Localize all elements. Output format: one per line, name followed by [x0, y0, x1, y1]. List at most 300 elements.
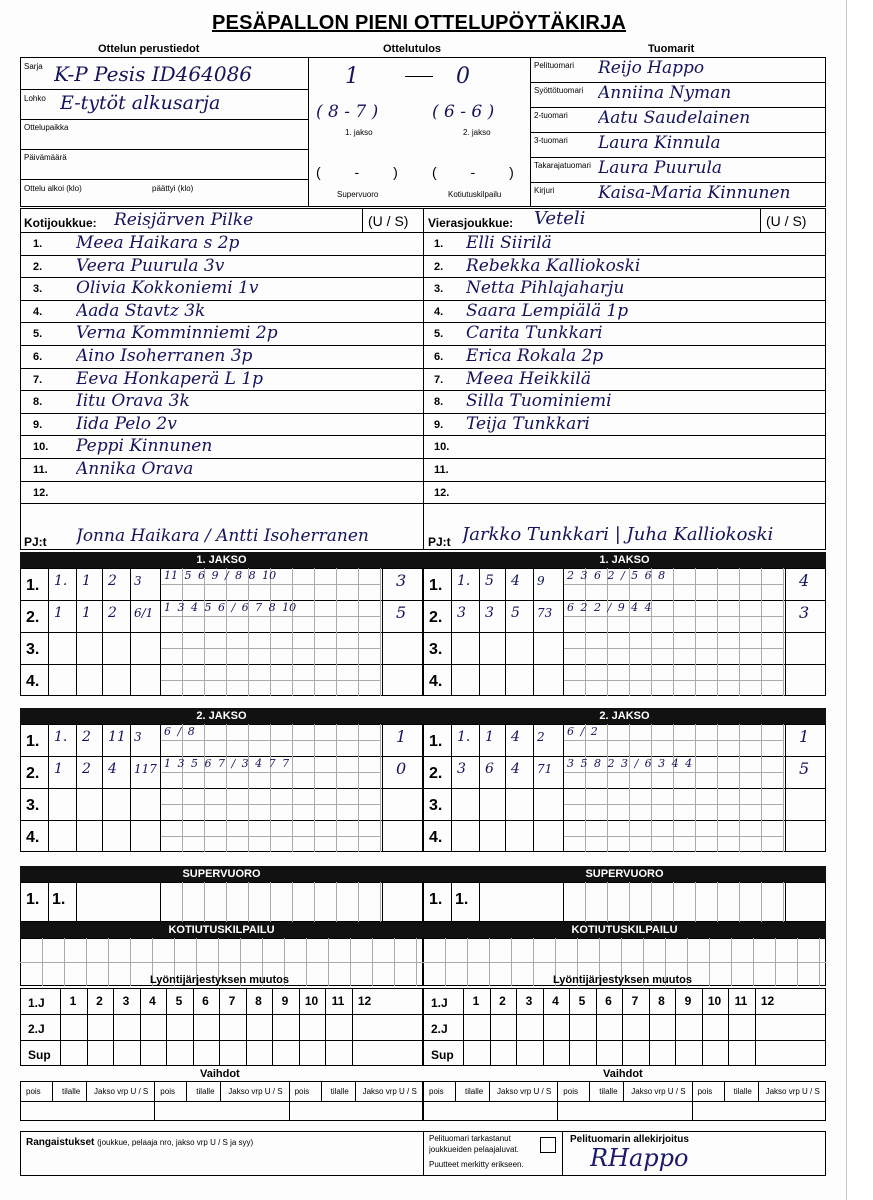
official-role: Pelituomari [534, 61, 575, 70]
grid-subcol [695, 882, 696, 922]
cell-e: 2 3 6 2 / 5 6 8 [567, 569, 666, 582]
grid-subcol [204, 724, 205, 852]
grid-subcol [761, 568, 762, 696]
away-player-number: 1. [434, 238, 444, 250]
away-player-number: 7. [434, 373, 444, 386]
away-player-name: Rebekka Kalliokoski [466, 255, 641, 276]
check-box[interactable] [540, 1137, 556, 1153]
home-player-name: Meea Haikara s 2p [76, 233, 240, 253]
cell-e: 6 2 2 / 9 4 4 [567, 601, 652, 614]
grid-col [76, 882, 77, 922]
grid-subcol [673, 724, 674, 852]
lm-row [20, 1014, 423, 1015]
grid-row-line [423, 820, 826, 821]
grid-row-line [20, 724, 423, 725]
lm-number: 3 [525, 994, 533, 1008]
cell-d: 3 [134, 574, 142, 588]
official-role: Takarajatuomari [534, 161, 591, 170]
grid-subcol [467, 938, 468, 986]
cell-d: 6/1 [134, 606, 154, 620]
grid-col [48, 568, 49, 696]
cell-a: 1. [54, 573, 68, 589]
inning-label: 4. [429, 673, 443, 690]
lm-number: 8 [658, 994, 665, 1008]
cell-c: 11 [108, 729, 126, 745]
kotiutus-header: KOTIUTUSKILPAILU [423, 922, 826, 938]
grid-subcol [336, 724, 337, 852]
grid-col [563, 724, 564, 852]
cell-b: 1 [485, 729, 494, 745]
grid-subcol [416, 938, 417, 986]
grid-subcol [673, 568, 674, 696]
vaihdot-col [489, 1081, 490, 1101]
lm-number: 3 [122, 994, 130, 1008]
home-player-name: Iitu Orava 3k [76, 391, 190, 412]
vaihdot-col-label: tilalle [733, 1087, 752, 1096]
vaihdot-col [186, 1081, 187, 1101]
inning-score: 4 [799, 571, 810, 590]
official-name: Reijo Happo [598, 58, 705, 78]
lm-number: 12 [357, 994, 372, 1008]
home-player-number: 10. [33, 441, 49, 454]
ottelupaikka-label: Ottelupaikka [24, 123, 69, 132]
inning-label: 2. [429, 609, 443, 626]
jakso-header: 1. JAKSO [423, 552, 826, 568]
grid-col [479, 724, 480, 852]
lm-number: 7 [228, 994, 236, 1008]
cell-d: 71 [537, 762, 553, 776]
home-team-name: Reisjärven Pilke [114, 210, 254, 230]
grid-subcol [695, 724, 696, 852]
lm-row-label: 1.J [431, 996, 448, 1010]
grid-subcol [248, 568, 249, 696]
inning-label: 2. [429, 765, 443, 782]
lm-number: 12 [760, 994, 775, 1008]
grid-subcol [204, 568, 205, 696]
away-player-number: 4. [434, 305, 444, 318]
home-player-number: 6. [33, 351, 43, 363]
grid-subcol [607, 882, 608, 922]
vaihdot-col-label: Jakso vrp U / S [228, 1087, 283, 1096]
vaihdot-col-label: tilalle [330, 1087, 349, 1096]
grid-subcol [585, 882, 586, 922]
vaihdot-col-label: tilalle [599, 1087, 618, 1096]
lm-row-label: Sup [431, 1048, 454, 1062]
signature: RHappo [590, 1144, 689, 1172]
vaihdot-col [355, 1081, 356, 1101]
alkoi-label: Ottelu alkoi (klo) [24, 184, 82, 193]
away-player-number: 5. [434, 328, 444, 341]
grid-subcol [775, 938, 776, 986]
jakso2-label: 2. jakso [463, 128, 491, 137]
grid-subcol [731, 938, 732, 986]
lm-header: Lyöntijärjestyksen muutos [553, 974, 692, 986]
grid-col [451, 882, 452, 922]
away-player-number: 11. [434, 464, 449, 476]
cell-c: 4 [511, 761, 520, 777]
grid-subcol [753, 938, 754, 986]
sv-label2: 1. [52, 891, 66, 908]
grid-subcol [270, 882, 271, 922]
inning-score: 1 [396, 727, 407, 746]
grid-subcol [292, 568, 293, 696]
away-player-name: Meea Heikkilä [466, 368, 592, 389]
away-label: Vierasjoukkue: [428, 216, 514, 230]
grid-subcol [783, 724, 784, 852]
inning-label: 4. [429, 829, 443, 846]
official-role: 3-tuomari [534, 136, 568, 145]
home-label: Kotijoukkue: [24, 216, 97, 230]
vaihdot-col-label: Jakso vrp U / S [631, 1087, 686, 1096]
signature-label: Pelituomarin allekirjoitus [570, 1134, 689, 1145]
inning-label: 1. [429, 577, 443, 594]
grid-subcol [651, 724, 652, 852]
supervuoro-grid [20, 882, 423, 922]
vaihdot-col [220, 1081, 221, 1101]
cell-a: 1 [54, 605, 63, 621]
cell-c: 2 [108, 605, 117, 621]
home-player-number: 5. [33, 328, 43, 341]
cell-b: 1 [82, 605, 91, 621]
grid-subcol [819, 938, 820, 986]
vaihdot-col [321, 1081, 322, 1101]
grid-subcol [292, 882, 293, 922]
inning-label: 4. [26, 829, 40, 846]
cell-b: 2 [82, 729, 91, 745]
grid-subcol [372, 938, 373, 986]
cell-e: 3 5 8 2 3 / 6 3 4 4 [567, 757, 693, 770]
lm-row-label: Sup [28, 1048, 51, 1062]
grid-subcol [380, 568, 381, 696]
grid-score-col [785, 568, 786, 696]
grid-subcol [695, 568, 696, 696]
grid-subcol [797, 938, 798, 986]
cell-e: 6 / 2 [567, 725, 598, 738]
away-player-name: Carita Tunkkari [466, 323, 603, 344]
cell-a: 3 [457, 761, 466, 777]
grid-subline [423, 962, 826, 963]
home-player-number: 3. [33, 283, 43, 296]
grid-subcol [130, 938, 131, 986]
inning-score: 0 [396, 759, 407, 778]
result-dash [405, 76, 433, 77]
grid-col [382, 882, 383, 922]
grid-subcol [270, 724, 271, 852]
lm-number: 6 [605, 994, 612, 1008]
grid-row-line [20, 788, 423, 789]
supervuoro-grid [423, 882, 826, 922]
grid-subcol [651, 568, 652, 696]
inning-label: 4. [26, 673, 40, 690]
paper-edge [846, 0, 873, 1200]
vaihdot-col [623, 1081, 624, 1101]
away-player-number: 12. [434, 486, 450, 499]
cell-a: 3 [457, 605, 466, 621]
grid-subcol [226, 568, 227, 696]
cell-c: 4 [511, 729, 520, 745]
grid-subcol [585, 568, 586, 696]
grid-subcol [336, 568, 337, 696]
cell-a: 1 [54, 761, 63, 777]
inning-label: 1. [26, 733, 40, 750]
section-result: Ottelutulos [383, 43, 442, 55]
home-player-number: 9. [33, 418, 43, 431]
cell-c: 4 [108, 761, 117, 777]
grid-subcol [629, 724, 630, 852]
away-player-number: 10. [434, 441, 450, 454]
sv-label: 1. [26, 891, 40, 908]
lm-row-label: 2.J [431, 1022, 448, 1036]
inning-label: 2. [26, 609, 40, 626]
grid-subcol [445, 938, 446, 986]
vaihdot-col [52, 1081, 53, 1101]
home-player-name: Aino Isoherranen 3p [76, 346, 253, 366]
grid-subcol [511, 938, 512, 986]
grid-col [451, 568, 452, 696]
inning-label: 3. [429, 797, 443, 814]
grid-col [160, 724, 161, 852]
vaihdot-col-label: Jakso vrp U / S [497, 1087, 552, 1096]
section-basics: Ottelun perustiedot [98, 43, 200, 55]
cell-b: 5 [485, 573, 494, 589]
grid-row-line [423, 632, 826, 633]
grid-col [48, 724, 49, 852]
home-pj-label: PJ:t [24, 535, 47, 549]
grid-subcol [306, 938, 307, 986]
grid-subcol [739, 724, 740, 852]
grid-subcol [629, 568, 630, 696]
away-player-name: Silla Tuominiemi [466, 391, 612, 412]
vaihdot-col-label: pois [429, 1087, 444, 1096]
lm-number: 8 [255, 994, 262, 1008]
grid-subcol [651, 882, 652, 922]
supervuoro-header: SUPERVUORO [20, 866, 423, 882]
inning-label: 3. [429, 641, 443, 658]
grid-subcol [607, 568, 608, 696]
away-player-name: Saara Lempiälä 1p [466, 300, 629, 321]
grid-subcol [64, 938, 65, 986]
grid-col [479, 882, 480, 922]
jakso1-label: 1. jakso [345, 128, 373, 137]
inning-label: 2. [26, 765, 40, 782]
roster-line [20, 503, 826, 504]
cell-b: 2 [82, 761, 91, 777]
away-player-number: 9. [434, 418, 444, 431]
grid-subcol [585, 724, 586, 852]
paivamaara-label: Päivämäärä [24, 153, 67, 162]
grid-col [160, 882, 161, 922]
rang-title: Rangaistukset [26, 1137, 95, 1148]
lm-number: 2 [499, 994, 506, 1008]
grid-col [533, 568, 534, 696]
grid-row-line [423, 664, 826, 665]
official-name: Laura Puurula [598, 158, 723, 178]
rang-note: (joukkue, pelaaja nro, jakso vrp U / S ja syy) [97, 1138, 254, 1147]
home-player-name: Iida Pelo 2v [76, 413, 177, 434]
grid-subcol [182, 568, 183, 696]
grid-subcol [248, 882, 249, 922]
vaihdot-col-label: Jakso vrp U / S [765, 1087, 820, 1096]
official-role: Syöttötuomari [534, 86, 584, 95]
cell-d: 2 [537, 730, 545, 744]
lm-number: 2 [96, 994, 103, 1008]
grid-subcol [336, 882, 337, 922]
home-player-number: 12. [33, 486, 49, 499]
supervuoro-label: Supervuoro [337, 190, 379, 199]
inning-label: 3. [26, 641, 40, 658]
grid-subcol [358, 882, 359, 922]
sv-label: 1. [429, 891, 443, 908]
check-line-1: Pelituomari tarkastanut [429, 1134, 511, 1143]
grid-subcol [761, 882, 762, 922]
home-player-name: Eeva Honkaperä L 1p [76, 368, 264, 389]
home-player-number: 8. [33, 396, 43, 409]
grid-subcol [226, 882, 227, 922]
grid-subcol [42, 938, 43, 986]
grid-subcol [182, 882, 183, 922]
result-home: 1 [345, 64, 359, 89]
home-pj: Jonna Haikara / Antti Isoherranen [76, 526, 369, 546]
check-line-3: Puutteet merkitty erikseen. [429, 1160, 524, 1169]
vaihdot-group [692, 1081, 693, 1121]
away-player-number: 6. [434, 351, 444, 363]
jakso-header: 1. JAKSO [20, 552, 423, 568]
paattyi-label: päättyi (klo) [152, 184, 194, 193]
grid-subcol [182, 724, 183, 852]
grid-col [505, 568, 506, 696]
home-player-name: Veera Puurula 3v [76, 255, 225, 276]
inning-score: 5 [799, 759, 810, 778]
grid-subcol [86, 938, 87, 986]
lm-row-label: 1.J [28, 996, 45, 1010]
lm-number: 5 [175, 994, 183, 1008]
grid-subcol [739, 568, 740, 696]
home-player-number: 2. [33, 260, 43, 273]
away-player-name: Netta Pihlajaharju [466, 278, 625, 299]
lm-number: 9 [281, 994, 289, 1008]
official-name: Kaisa-Maria Kinnunen [598, 183, 791, 203]
home-player-name: Peppi Kinnunen [76, 436, 213, 457]
supervuoro-header: SUPERVUORO [423, 866, 826, 882]
roster-line [20, 481, 826, 482]
cell-b: 6 [485, 761, 494, 777]
grid-score-col [382, 724, 383, 852]
home-player-number: 11. [33, 464, 48, 476]
section-officials: Tuomarit [648, 43, 695, 55]
lohko-label: Lohko [24, 94, 46, 103]
sv-label2: 1. [455, 891, 469, 908]
grid-subcol [380, 724, 381, 852]
page-title: PESÄPALLON PIENI OTTELUPÖYTÄKIRJA [212, 12, 627, 34]
vaihdot-col-label: tilalle [62, 1087, 81, 1096]
lm-number: 10 [304, 994, 319, 1008]
cell-b: 3 [485, 605, 494, 621]
lm-number: 11 [331, 994, 345, 1008]
away-player-name: Elli Siirilä [466, 233, 552, 253]
home-player-number: 4. [33, 305, 43, 318]
away-player-number: 2. [434, 260, 444, 273]
home-player-name: Olivia Kokkoniemi 1v [76, 278, 259, 299]
cell-c: 5 [511, 605, 520, 621]
vaihdot-col-label: pois [160, 1087, 175, 1096]
grid-subcol [629, 882, 630, 922]
lm-number: 7 [631, 994, 639, 1008]
cell-d: 3 [134, 730, 142, 744]
inning-label: 1. [26, 577, 40, 594]
vaihdot-col-label: Jakso vrp U / S [362, 1087, 417, 1096]
grid-col [505, 724, 506, 852]
grid-subcol [226, 724, 227, 852]
vaihdot-group [557, 1081, 558, 1121]
vaihdot-group [289, 1081, 290, 1121]
grid-subcol [292, 724, 293, 852]
grid-subcol [709, 938, 710, 986]
grid-subcol [673, 882, 674, 922]
grid-row-line [423, 788, 826, 789]
away-pj-label: PJ:t [428, 535, 451, 549]
grid-col [563, 568, 564, 696]
grid-subcol [350, 938, 351, 986]
vaihdot-col [86, 1081, 87, 1101]
cell-e: 11 5 6 9 / 8 8 10 [164, 569, 277, 582]
lm-row-label: 2.J [28, 1022, 45, 1036]
cell-e: 6 / 8 [164, 725, 195, 738]
lm-number: 4 [149, 994, 156, 1008]
cell-a: 1. [457, 573, 471, 589]
vaihdot-col [758, 1081, 759, 1101]
lm-row [20, 1040, 423, 1041]
vaihdot-col [724, 1081, 725, 1101]
official-role: 2-tuomari [534, 111, 568, 120]
inning-score: 3 [799, 603, 810, 622]
home-player-name: Annika Orava [76, 459, 194, 479]
grid-subcol [761, 724, 762, 852]
home-player-name: Aada Stavtz 3k [76, 300, 206, 321]
vaihdot-col-label: pois [563, 1087, 578, 1096]
lm-number: 9 [684, 994, 692, 1008]
grid-subcol [717, 882, 718, 922]
away-player-number: 3. [434, 283, 444, 296]
lm-number: 1 [69, 994, 77, 1008]
vaihdot-row [20, 1101, 423, 1102]
inning-label: 3. [26, 797, 40, 814]
grid-subcol [248, 724, 249, 852]
inning-score: 5 [396, 603, 407, 622]
kotiutus-label: Kotiutuskilpailu [448, 190, 502, 199]
grid-col [130, 724, 131, 852]
vaihdot-group [154, 1081, 155, 1121]
official-name: Aatu Saudelainen [598, 108, 751, 128]
lm-row [423, 1014, 826, 1015]
grid-col [533, 724, 534, 852]
grid-subcol [394, 938, 395, 986]
sarja-label: Sarja [24, 62, 43, 71]
cell-d: 9 [537, 574, 545, 588]
sarja-value: K-P Pesis ID464086 [54, 62, 253, 86]
home-player-number: 7. [33, 373, 43, 386]
inning-score: 3 [396, 571, 407, 590]
vaihdot-header: Vaihdot [603, 1068, 643, 1080]
grid-subcol [314, 882, 315, 922]
away-team-name: Veteli [534, 208, 586, 229]
vaihdot-col-label: pois [697, 1087, 713, 1096]
vaihdot-col [589, 1081, 590, 1101]
jakso-header: 2. JAKSO [20, 708, 423, 724]
vaihdot-col-label: pois [26, 1087, 41, 1096]
grid-col [76, 568, 77, 696]
lm-number: 1 [472, 994, 480, 1008]
grid-subcol [204, 882, 205, 922]
